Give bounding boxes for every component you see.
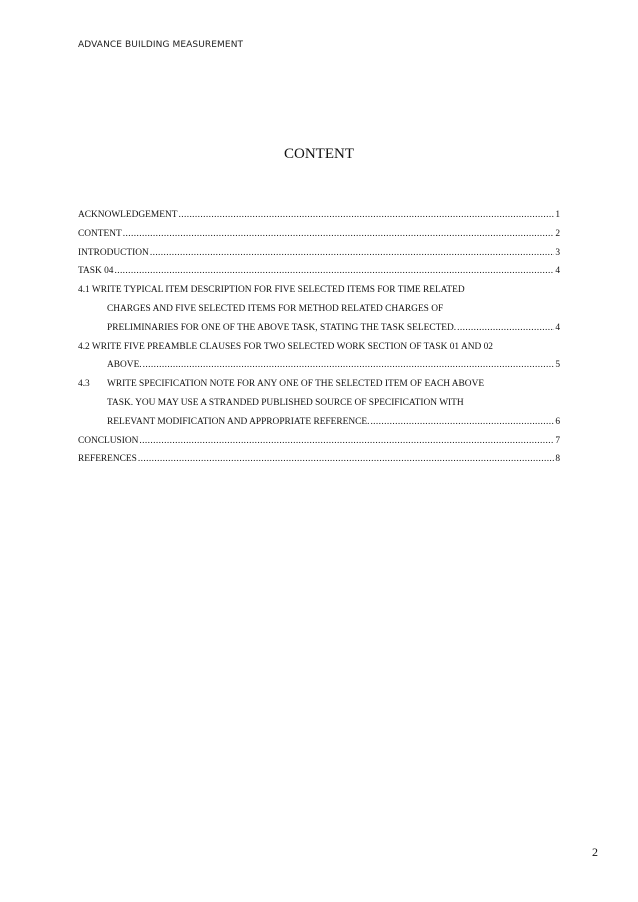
- dot-leader: [114, 262, 554, 281]
- toc-entry-conclusion[interactable]: [78, 432, 560, 451]
- toc-entry-4-2[interactable]: [78, 338, 560, 376]
- toc-page-number: 4: [555, 322, 560, 333]
- toc-entry-label: 4.1 WRITE TYPICAL ITEM DESCRIPTION FOR FIVE SELECTED ITEMS FOR TIME RELATED: [78, 285, 465, 296]
- page-title: CONTENT: [284, 146, 354, 162]
- toc-entry-label: INTRODUCTION: [78, 247, 149, 258]
- dot-leader: [123, 225, 555, 244]
- toc-entry-label: WRITE SPECIFICATION NOTE FOR ANY ONE OF THE SELECTED ITEM OF EACH ABOVE: [107, 379, 485, 390]
- toc-page-number: 2: [555, 228, 560, 239]
- toc-entry-number: 4.3: [78, 379, 90, 390]
- dot-leader: [457, 319, 554, 338]
- toc-entry-label: TASK 04: [78, 266, 114, 277]
- toc-entry-label-continued: ABOVE.: [107, 360, 142, 371]
- toc-entry-content[interactable]: [78, 225, 560, 244]
- dot-leader: [139, 432, 554, 451]
- toc-entry-4-1[interactable]: [78, 281, 560, 337]
- toc-page-number: 6: [555, 416, 560, 427]
- toc-page-number: 5: [555, 360, 560, 371]
- toc-entry-references[interactable]: [78, 450, 560, 469]
- toc-page-number: 8: [555, 454, 560, 465]
- toc-entry-label: CONTENT: [78, 228, 122, 239]
- page-number: 2: [592, 845, 598, 859]
- toc-entry-introduction[interactable]: [78, 244, 560, 263]
- dot-leader: [370, 413, 554, 432]
- toc-entry-4-3[interactable]: [78, 375, 560, 431]
- toc-entry-label: 4.2 WRITE FIVE PREAMBLE CLAUSES FOR TWO SELECTED WORK SECTION OF TASK 01 AND 02: [78, 341, 493, 352]
- toc-entry-label-continued: RELEVANT MODIFICATION AND APPROPRIATE REFERENCE.: [107, 416, 370, 427]
- toc-entry-label: REFERENCES: [78, 454, 137, 465]
- dot-leader: [150, 244, 554, 263]
- dot-leader: [178, 206, 554, 225]
- toc-entry-label-continued: CHARGES AND FIVE SELECTED ITEMS FOR METHOD RELATED CHARGES OF: [107, 303, 444, 314]
- toc-entry-acknowledgement[interactable]: [78, 206, 560, 225]
- toc-page-number: 3: [555, 247, 560, 258]
- dot-leader: [138, 450, 554, 469]
- toc-entry-label: CONCLUSION: [78, 435, 139, 446]
- toc-entry-task-04[interactable]: [78, 262, 560, 281]
- table-of-contents: [78, 206, 560, 469]
- toc-page-number: 4: [555, 266, 560, 277]
- toc-page-number: 1: [555, 210, 560, 220]
- toc-entry-label-continued: PRELIMINARIES FOR ONE OF THE ABOVE TASK, STATING THE TASK SELECTED.: [107, 322, 457, 333]
- running-header: ADVANCE BUILDING MEASUREMENT: [78, 40, 244, 50]
- dot-leader: [143, 356, 555, 375]
- toc-entry-label-continued: TASK. YOU MAY USE A STRANDED PUBLISHED SOURCE OF SPECIFICATION WITH: [107, 397, 464, 408]
- toc-page-number: 7: [555, 435, 560, 446]
- toc-entry-label: ACKNOWLEDGEMENT: [78, 210, 178, 220]
